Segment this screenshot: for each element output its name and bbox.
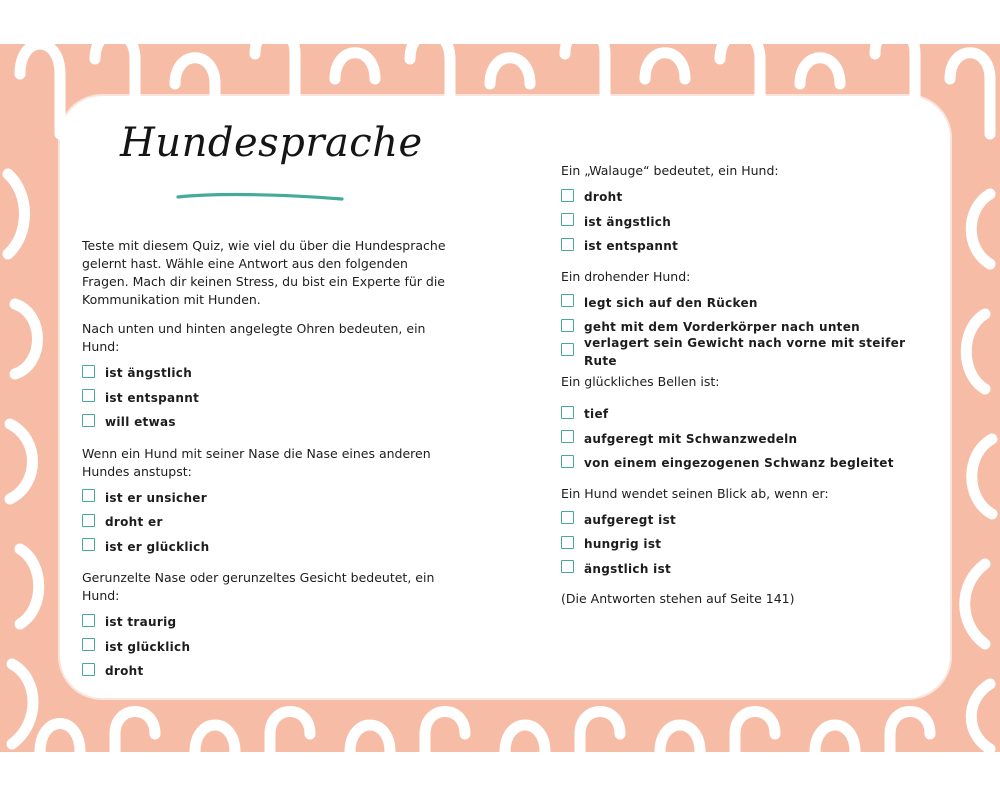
option-label: will etwas [105,415,176,430]
question-7 [561,485,931,582]
question-2 [82,445,452,560]
question-4 [561,162,931,259]
question-text: Ein Hund wendet seinen Blick ab, wenn er: [561,485,829,501]
option-item[interactable] [561,427,931,452]
option-item[interactable] [561,234,931,259]
options-list [561,291,931,368]
option-item[interactable] [561,291,931,316]
option-label: aufgeregt ist [584,512,677,527]
options-list [561,402,931,476]
checkbox-icon[interactable] [561,343,574,356]
checkbox-icon[interactable] [561,213,574,226]
right-column [561,162,931,608]
option-label: droht [105,664,144,679]
checkbox-icon[interactable] [82,389,95,402]
checkbox-icon[interactable] [82,514,95,527]
option-label: tief [584,407,609,422]
page-title: Hundesprache [120,120,423,166]
options-list [82,610,452,684]
option-item[interactable] [561,451,931,476]
option-label: von einem eingezogenen Schwanz begleitet [584,456,894,471]
question-6 [561,373,931,476]
question-text: Ein glückliches Bellen ist: [561,374,720,389]
brush-underline-icon [176,190,346,204]
option-item[interactable] [82,635,452,660]
option-label: ist entspannt [105,390,200,405]
option-label: ist er glücklich [105,539,210,554]
option-item[interactable] [561,557,931,582]
option-label: ist glücklich [105,639,191,654]
checkbox-icon[interactable] [561,455,574,468]
option-item[interactable] [561,402,931,427]
checkbox-icon[interactable] [561,536,574,549]
option-item[interactable] [82,535,452,560]
option-item[interactable] [82,486,452,511]
option-item[interactable] [82,510,452,535]
question-5 [561,268,931,368]
option-label: hungrig ist [584,537,662,552]
checkbox-icon[interactable] [561,560,574,573]
option-label: droht er [105,515,163,530]
option-label: ist ängstlich [584,214,672,229]
option-label: droht [584,190,623,205]
option-item[interactable] [561,210,931,235]
option-item[interactable] [561,532,931,557]
checkbox-icon[interactable] [561,189,574,202]
checkbox-icon[interactable] [82,614,95,627]
question-text: Gerunzelte Nase oder gerunzeltes Gesicht bedeutet, ein Hund: [82,570,435,603]
intro-text: Teste mit diesem Quiz, wie viel du über die Hundesprache gelernt hast. Wähle eine Antwort aus den folgenden Fragen. Mach dir keinen Stress, du bist ein Experte für die Kommunikation mit Hunden. [82,238,446,307]
options-list [82,361,452,435]
option-item[interactable] [561,508,931,533]
checkbox-icon[interactable] [561,511,574,524]
question-3 [82,569,452,684]
options-list [561,508,931,582]
option-item[interactable] [82,659,452,684]
checkbox-icon[interactable] [561,430,574,443]
option-item[interactable] [82,361,452,386]
checkbox-icon[interactable] [82,663,95,676]
question-text: Ein drohender Hund: [561,268,691,284]
option-label: ist er unsicher [105,490,207,505]
answers-footnote: (Die Antworten stehen auf Seite 141) [561,591,795,606]
question-text: Wenn ein Hund mit seiner Nase die Nase eines anderen Hundes anstupst: [82,445,431,479]
option-label: ist entspannt [584,239,679,254]
checkbox-icon[interactable] [82,538,95,551]
option-item[interactable] [82,386,452,411]
question-1 [82,320,452,435]
checkbox-icon[interactable] [561,294,574,307]
option-label: ist traurig [105,615,177,630]
checkbox-icon[interactable] [561,406,574,419]
option-label: legt sich auf den Rücken [584,295,758,310]
option-label: verlagert sein Gewicht nach vorne mit steifer Rute [584,335,906,368]
checkbox-icon[interactable] [561,238,574,251]
question-text: Nach unten und hinten angelegte Ohren bedeuten, ein Hund: [82,321,426,354]
options-list [561,185,931,259]
option-label: geht mit dem Vorderkörper nach unten [584,320,860,335]
left-column [82,237,452,694]
checkbox-icon[interactable] [82,489,95,502]
option-label: ist ängstlich [105,366,193,381]
question-text: Ein „Walauge“ bedeutet, ein Hund: [561,163,779,178]
option-label: aufgeregt mit Schwanzwedeln [584,431,798,446]
checkbox-icon[interactable] [561,319,574,332]
option-label: ängstlich ist [584,561,672,576]
checkbox-icon[interactable] [82,638,95,651]
option-item[interactable] [82,410,452,435]
option-item[interactable] [561,185,931,210]
option-item[interactable] [82,610,452,635]
option-item[interactable] [561,335,931,368]
checkbox-icon[interactable] [82,365,95,378]
options-list [82,486,452,560]
checkbox-icon[interactable] [82,414,95,427]
